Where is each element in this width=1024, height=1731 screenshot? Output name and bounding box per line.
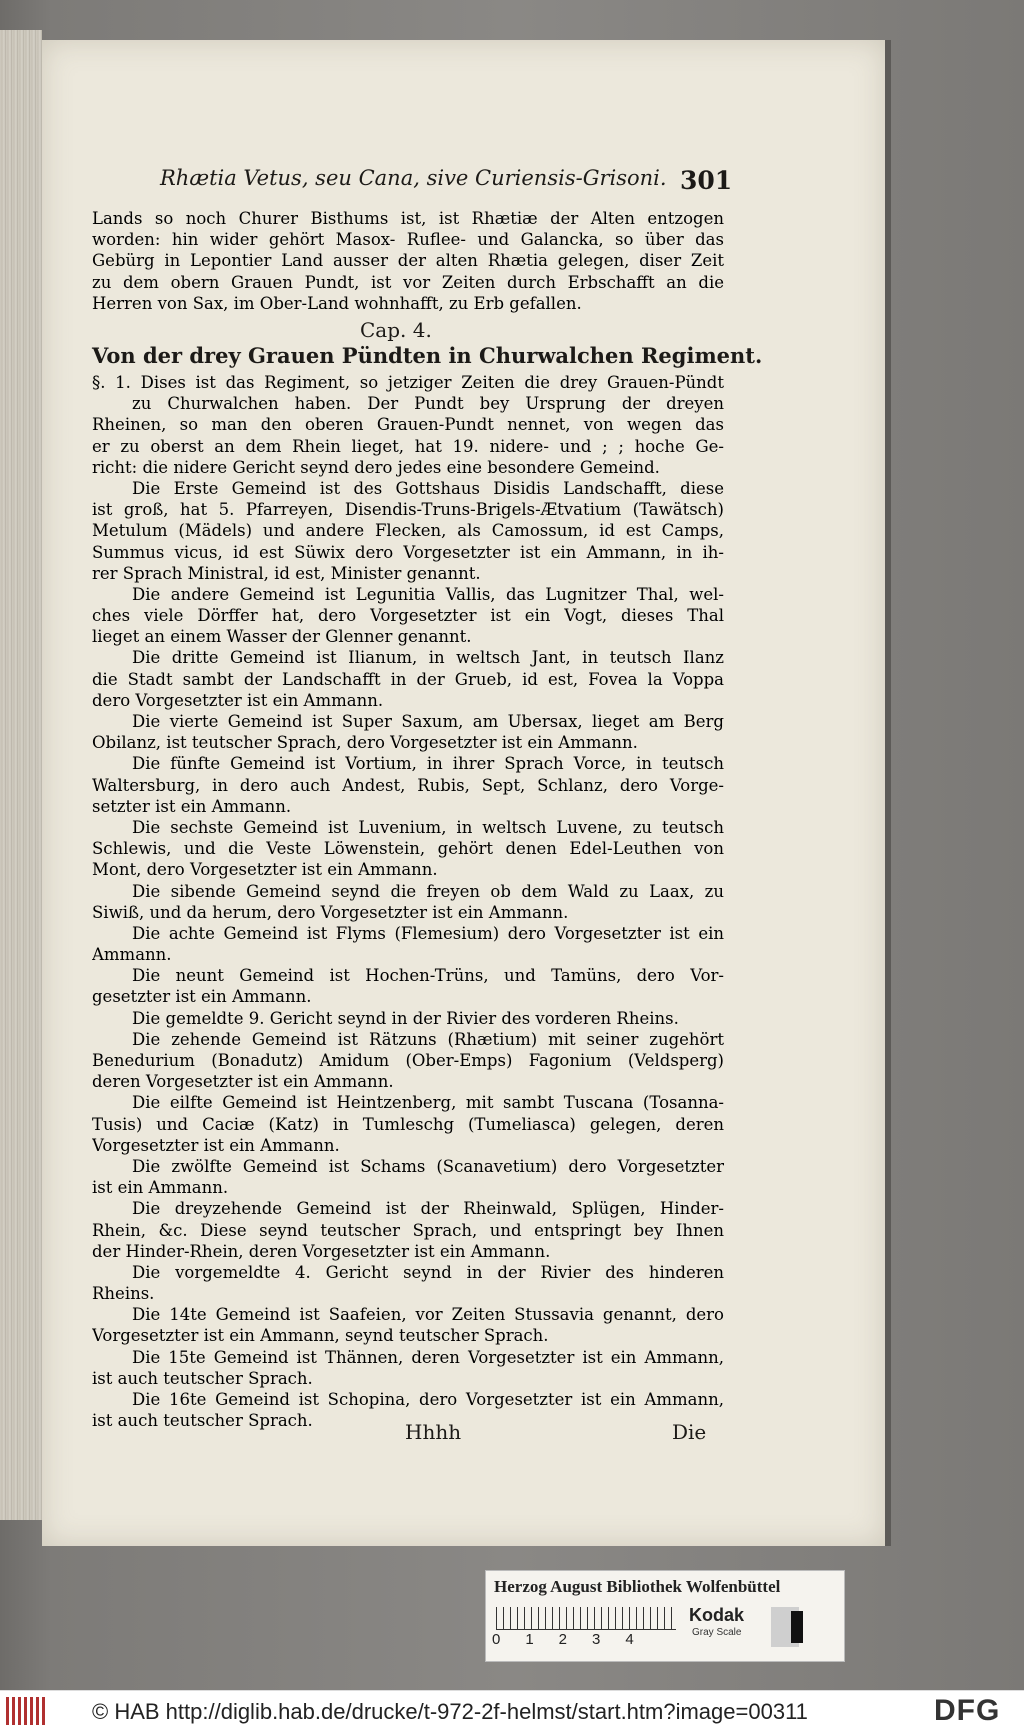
text-line: die Stadt sambt der Landschafft in der Grueb, id est, Fovea la Voppa [92,669,724,689]
color-calibration-card [485,1570,845,1662]
text-line: Ammann. [92,945,172,965]
text-line: Die vierte Gemeind ist Super Saxum, am Ubersax, lieget am Berg [132,712,724,731]
text-line: Lands so noch Churer Bisthums ist, ist Rhætiæ der Alten entzogen [92,209,724,228]
text-line: Rheins. [92,1284,155,1304]
text-line: er zu oberst an dem Rhein lieget, hat 19. nidere- und ; ; hoche Ge- [92,436,724,456]
text-line: §. 1. Dises ist das Regiment, so jetziger Zeiten die drey Grauen-Pündt [92,373,724,392]
text-line: zu Churwalchen haben. Der Pundt bey Ursprung der dreyen [132,394,724,414]
text-line: Die fünfte Gemeind ist Vortium, in ihrer Sprach Vorce, in teutsch [132,754,724,774]
footer-url[interactable]: © HAB http://diglib.hab.de/drucke/t-972-2f-helmst/start.htm?image=00311 [92,1699,808,1724]
footer-bar [0,1690,1024,1731]
text-line: ist groß, hat 5. Pfarreyen, Disendis-Truns-Brigels-Ætvatium (Tawätsch) [92,500,724,520]
text-line: Benedurium (Bonadutz) Amidum (Ober-Emps) Fagonium (Veldsperg) [92,1051,724,1070]
text-line: Die achte Gemeind ist Flyms (Flemesium) dero Vorgesetzter ist ein [132,923,724,943]
ruler-scale [496,1607,676,1630]
text-line: Rheinen, so man den oberen Grauen-Pundt nennet, von wegen das [92,415,724,435]
continuation-text [92,208,724,314]
text-line: deren Vorgesetzter ist ein Ammann. [92,1072,394,1092]
text-line: dero Vorgesetzter ist ein Ammann. [92,690,384,710]
text-line: Die Erste Gemeind ist des Gottshaus Disidis Landschafft, diese [132,478,724,498]
text-line: setzter ist ein Ammann. [92,796,292,816]
text-line: Die sibende Gemeind seynd die freyen ob dem Wald zu Laax, zu [132,881,724,901]
chapter-label: Cap. 4. [360,318,432,342]
text-line: richt: die nidere Gericht seynd dero jedes eine besondere Gemeind. [92,457,660,477]
text-line: Summus vicus, id est Süwix dero Vorgesetzter ist ein Ammann, in ih- [92,542,724,562]
page-number: 301 [680,166,733,195]
chapter-title: Von der drey Grauen Pündten in Churwalchen Regiment. [92,343,763,368]
text-line: Die 14te Gemeind ist Saafeien, vor Zeiten Stussavia genannt, dero [132,1305,724,1325]
text-line: ist auch teutscher Sprach. [92,1411,313,1431]
text-line: Die dritte Gemeind ist Ilianum, in weltsch Jant, in teutsch Ilanz [132,648,724,668]
black-swatch [791,1611,803,1643]
text-line: Die 15te Gemeind ist Thännen, deren Vorgesetzter ist ein Ammann, [132,1347,724,1367]
text-line: ist auch teutscher Sprach. [92,1368,313,1388]
text-line: Die neunt Gemeind ist Hochen-Trüns, und Tamüns, dero Vor- [132,966,724,986]
dfg-logo: DFG [934,1694,1001,1727]
ruler-numbers: 01234 [492,1631,659,1648]
text-line: Rhein, &c. Diese seynd teutscher Sprach, und entspringt bey Ihnen [92,1220,724,1240]
text-line: Tusis) und Caciæ (Katz) in Tumleschg (Tumeliasca) gelegen, deren [92,1114,724,1134]
text-line: Mont, dero Vorgesetzter ist ein Ammann. [92,860,438,880]
running-head: Rhætia Vetus, seu Cana, sive Curiensis-Grisoni. [160,166,667,190]
text-line: ist ein Ammann. [92,1178,229,1198]
text-line: Schlewis, und die Veste Löwenstein, gehört denen Edel-Leuthen von [92,839,724,859]
grayscale-label: Gray Scale [692,1627,742,1638]
text-line: der Hinder-Rhein, deren Vorgesetzter ist ein Ammann. [92,1241,551,1261]
card-title: Herzog August Bibliothek Wolfenbüttel [494,1577,781,1596]
text-line: worden: hin wider gehört Masox- Ruflee- und Galancka, so über das [92,230,724,250]
text-line: Vorgesetzter ist ein Ammann, seynd teutscher Sprach. [92,1326,549,1346]
catchword: Die [672,1420,707,1444]
kodak-logo: Kodak [689,1605,745,1625]
text-line: Die vorgemeldte 4. Gericht seynd in der Rivier des hinderen [132,1262,724,1282]
text-line: Die zehende Gemeind ist Rätzuns (Rhætium) mit seiner zugehört [132,1029,724,1049]
text-line: Vorgesetzter ist ein Ammann. [92,1135,340,1155]
text-line: Die 16te Gemeind ist Schopina, dero Vorgesetzter ist ein Ammann, [132,1390,724,1409]
page-shadow-edge [885,40,891,1546]
hab-logo-icon [6,1697,46,1725]
text-line: lieget an einem Wasser der Glenner genannt. [92,627,472,647]
text-line: rer Sprach Ministral, id est, Minister genannt. [92,563,481,583]
text-line: Die dreyzehende Gemeind ist der Rheinwald, Splügen, Hinder- [132,1199,724,1219]
text-line: gesetzter ist ein Ammann. [92,987,312,1007]
text-line: Die gemeldte 9. Gericht seynd in der Rivier des vorderen Rheins. [132,1008,679,1028]
text-line: Waltersburg, in dero auch Andest, Rubis, Sept, Schlanz, dero Vorge- [92,775,724,795]
text-line: Die andere Gemeind ist Legunitia Vallis, das Lugnitzer Thal, wel- [132,584,724,604]
signature-mark: Hhhh [405,1420,462,1444]
text-line: Obilanz, ist teutscher Sprach, dero Vorgesetzter ist ein Ammann. [92,733,638,753]
text-line: Gebürg in Lepontier Land ausser der alten Rhætia gelegen, diser Zeit [92,251,724,271]
text-line: Die zwölfte Gemeind ist Schams (Scanavetium) dero Vorgesetzter [132,1156,724,1176]
text-line: Siwiß, und da herum, dero Vorgesetzter ist ein Ammann. [92,902,569,922]
text-line: Herren von Sax, im Ober-Land wohnhafft, zu Erb gefallen. [92,293,582,313]
text-line: ches viele Dörffer hat, dero Vorgesetzter ist ein Vogt, dieses Thal [92,606,724,626]
text-line: zu dem obern Grauen Pundt, ist vor Zeiten durch Erbschafft an die [92,272,724,292]
book-page-edges [0,30,42,1520]
text-line: Die sechste Gemeind ist Luvenium, in weltsch Luvene, zu teutsch [132,817,724,837]
text-line: Metulum (Mädels) und andere Flecken, als Camossum, id est Camps, [92,521,724,541]
text-line: Die eilfte Gemeind ist Heintzenberg, mit sambt Tuscana (Tosanna- [132,1093,724,1113]
chapter-body [92,372,724,1431]
